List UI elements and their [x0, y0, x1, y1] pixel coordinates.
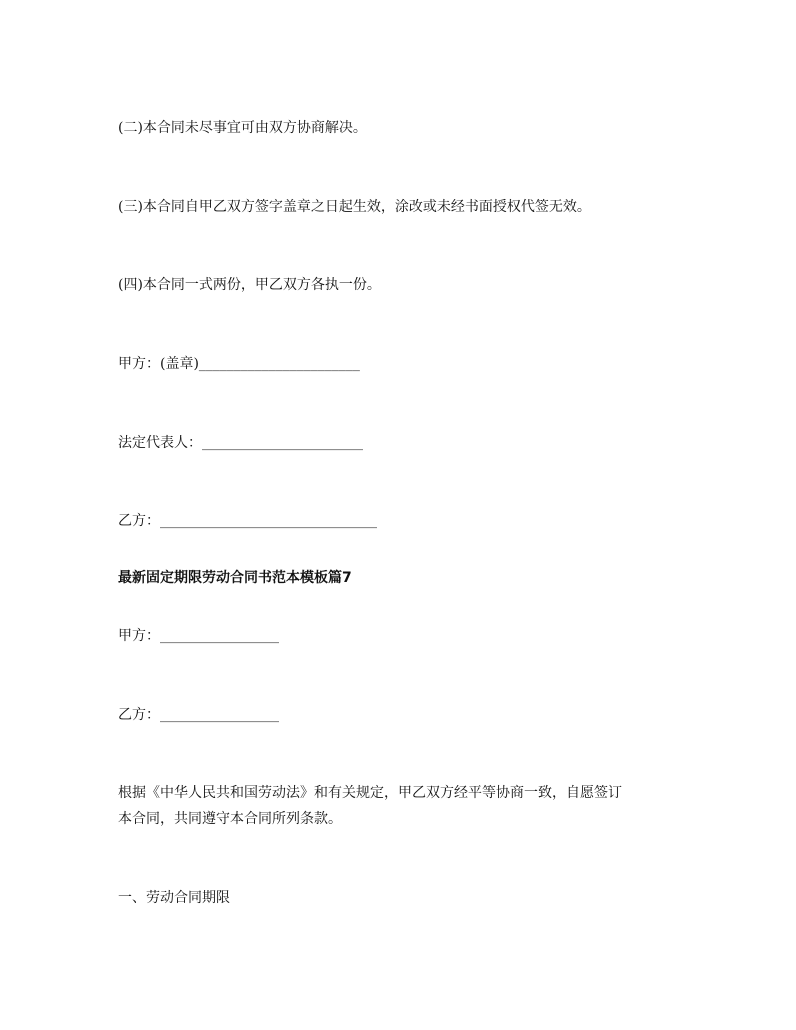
- party-b-signature-line: 乙方：_______________________________: [118, 513, 377, 529]
- preamble-line-1: 根据《中华人民共和国劳动法》和有关规定，甲乙双方经平等协商一致，自愿签订: [118, 785, 622, 801]
- clause-4-text: (四)本合同一式两份，甲乙双方各执一份。: [118, 277, 381, 293]
- party-b-line: 乙方：_________________: [118, 707, 279, 723]
- clause-3-text: (三)本合同自甲乙双方签字盖章之日起生效，涂改或未经书面授权代签无效。: [118, 199, 591, 215]
- legal-representative-line: 法定代表人：_______________________: [118, 435, 363, 451]
- section-1-title: 一、劳动合同期限: [118, 890, 230, 906]
- clause-2-text: (二)本合同未尽事宜可由双方协商解决。: [118, 120, 367, 136]
- party-a-line: 甲方：_________________: [118, 628, 279, 644]
- preamble-line-2: 本合同，共同遵守本合同所列条款。: [118, 811, 342, 827]
- section-heading: 最新固定期限劳动合同书范本模板篇7: [118, 570, 352, 586]
- party-a-seal-line: 甲方：(盖章)_______________________: [118, 356, 360, 372]
